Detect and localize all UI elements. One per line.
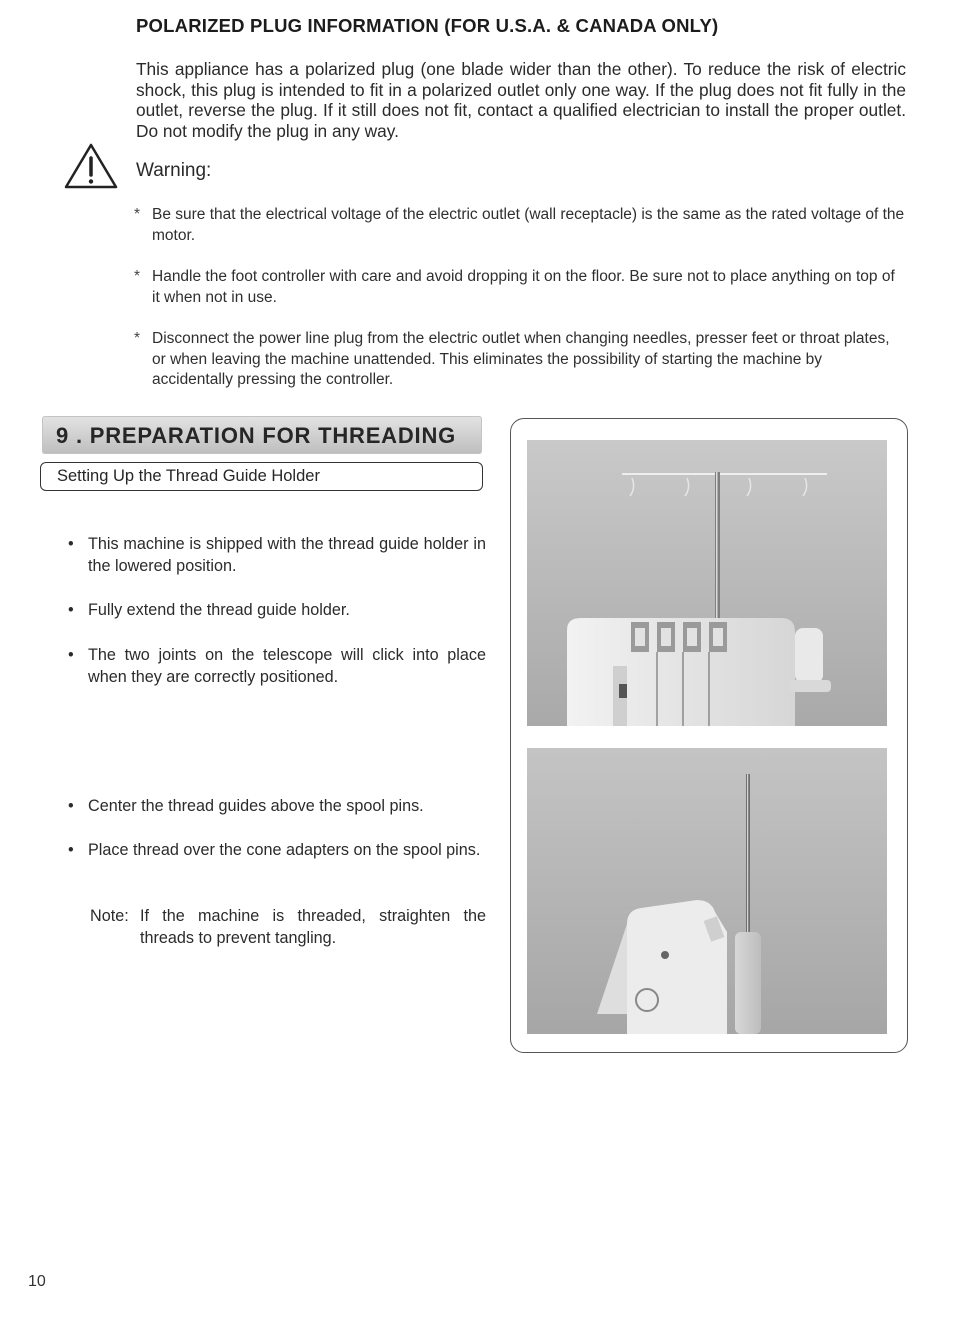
polarized-plug-body: This appliance has a polarized plug (one blade wider than the other). To reduce the risk of electric shock, this plug is intended to fit in a polarized outlet only one way. If the plug does not fit fully in the outlet, reverse the plug. If it still does not fit, contact a qualified electrician to install the proper outlet. Do not modify the plug in any way. xyxy=(136,59,906,142)
list-item-text: Place thread over the cone adapters on the spool pins. xyxy=(88,841,481,859)
list-item xyxy=(68,644,486,688)
warning-item-text: Be sure that the electrical voltage of the electric outlet (wall receptacle) is the same as the rated voltage of the motor. xyxy=(152,206,905,244)
warning-item xyxy=(134,329,906,391)
bullet-dot: • xyxy=(68,797,74,815)
asterisk-marker: * xyxy=(134,206,141,223)
note-label: Note: xyxy=(90,907,129,925)
asterisk-marker: * xyxy=(134,330,141,347)
list-item xyxy=(68,533,486,577)
note xyxy=(90,905,486,949)
warning-item-text: Disconnect the power line plug from the electric outlet when changing needles, presser feet or throat plates, or when leaving the machine unattended. This eliminates the possibility of starting the machine by accidentally pressing the controller. xyxy=(152,330,890,389)
asterisk-marker: * xyxy=(134,268,141,285)
list-item xyxy=(68,839,486,861)
list-item-text: This machine is shipped with the thread guide holder in the lowered position. xyxy=(88,535,486,575)
subsection-title: Setting Up the Thread Guide Holder xyxy=(57,467,320,485)
bullet-dot: • xyxy=(68,601,74,619)
bullet-dot: • xyxy=(68,841,74,859)
section-title: 9 . PREPARATION FOR THREADING xyxy=(56,423,457,448)
bullet-dot: • xyxy=(68,646,74,664)
warning-triangle-icon xyxy=(64,143,118,189)
list-item-text: The two joints on the telescope will click into place when they are correctly positioned. xyxy=(88,646,486,686)
warning-item-text: Handle the foot controller with care and avoid dropping it on the floor. Be sure not to place anything on top of it when not in use. xyxy=(152,268,895,306)
list-item-text: Fully extend the thread guide holder. xyxy=(88,601,350,619)
bullet-dot: • xyxy=(68,535,74,553)
page-number: 10 xyxy=(28,1273,46,1290)
note-text: If the machine is threaded, straighten the threads to prevent tangling. xyxy=(140,907,486,947)
list-item xyxy=(68,795,486,817)
thread-guide-extended-photo xyxy=(527,440,887,726)
warning-label: Warning: xyxy=(136,160,212,181)
list-item-text: Center the thread guides above the spool pins. xyxy=(88,797,424,815)
thread-guide-centered-photo xyxy=(527,748,887,1034)
warning-item xyxy=(134,267,906,308)
list-item xyxy=(68,599,486,621)
polarized-plug-heading: POLARIZED PLUG INFORMATION (FOR U.S.A. & CANADA ONLY) xyxy=(136,15,719,36)
warning-item xyxy=(134,205,906,246)
